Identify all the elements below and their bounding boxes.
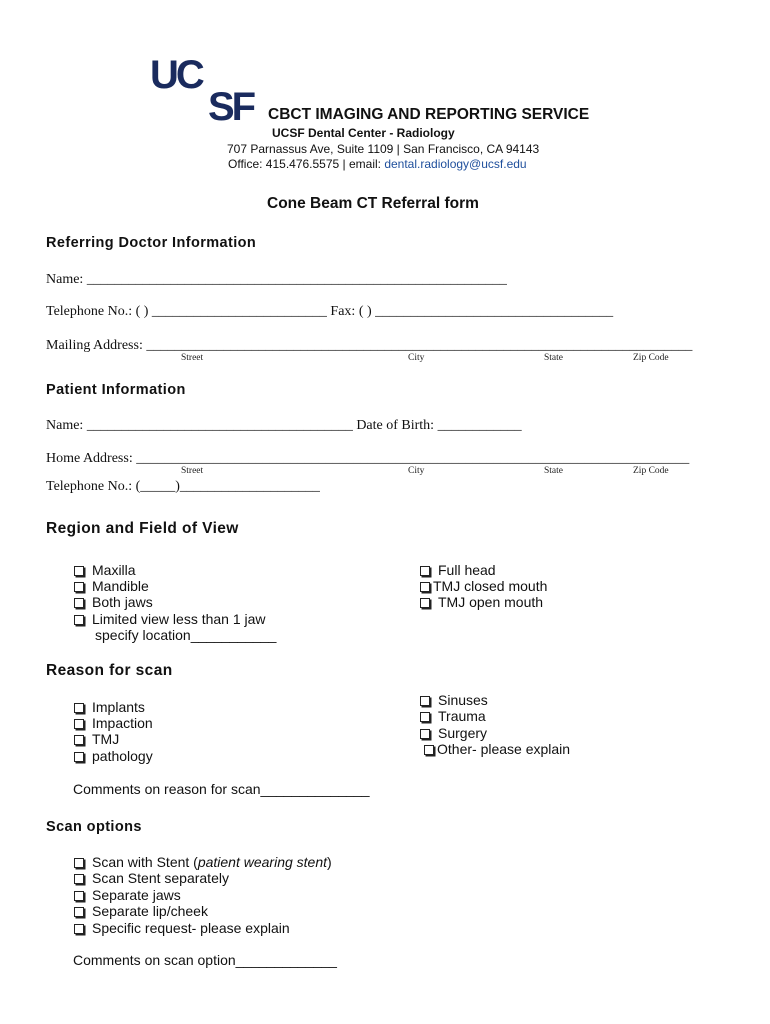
svg-text:UC: UC: [150, 58, 202, 97]
region-option-tmj-open[interactable]: [420, 594, 543, 610]
checkbox[interactable]: [74, 703, 84, 713]
checkbox[interactable]: [74, 924, 84, 934]
checkbox[interactable]: [74, 615, 84, 625]
region-option-maxilla[interactable]: [74, 562, 136, 578]
checkbox[interactable]: [420, 598, 430, 608]
specify-location-field[interactable]: specify location___________: [95, 627, 277, 643]
referring-heading: Referring Doctor Information: [46, 235, 257, 251]
option-label: Mandible: [92, 578, 149, 594]
checkbox[interactable]: [74, 566, 84, 576]
ucsf-logo: [150, 58, 272, 124]
checkbox[interactable]: [74, 907, 84, 917]
option-label-italic: patient wearing stent: [197, 854, 328, 870]
option-label: TMJ closed mouth: [433, 578, 548, 594]
option-label: Sinuses: [438, 692, 488, 708]
referring-name-field[interactable]: Name: ____________________________________________________________: [46, 272, 507, 287]
region-option-both-jaws[interactable]: [74, 594, 153, 610]
reason-option-implants[interactable]: [74, 699, 145, 715]
region-heading: Region and Field of View: [46, 520, 239, 537]
checkbox[interactable]: [420, 729, 430, 739]
home-address-field[interactable]: Home Address: _______________________________________________________________________________: [46, 451, 690, 466]
reason-option-pathology[interactable]: [74, 748, 153, 764]
checkbox[interactable]: [74, 582, 84, 592]
option-label: Limited view less than 1 jaw: [92, 611, 266, 627]
option-label: Trauma: [438, 708, 486, 724]
option-label-prefix: Scan with Stent (: [92, 854, 198, 870]
patient-name-dob-field[interactable]: Name: ______________________________________ Date of Birth: ____________: [46, 418, 522, 433]
patient-heading: Patient Information: [46, 382, 186, 398]
checkbox[interactable]: [420, 566, 430, 576]
checkbox[interactable]: [74, 891, 84, 901]
reason-option-trauma[interactable]: [420, 708, 486, 724]
option-label: Separate jaws: [92, 887, 181, 903]
reason-option-surgery[interactable]: [420, 725, 487, 741]
scan-options-heading: Scan options: [46, 819, 142, 835]
option-label: TMJ: [92, 731, 120, 747]
reason-comments-field[interactable]: Comments on reason for scan______________: [73, 781, 370, 797]
scan-option-separate-lip[interactable]: [74, 903, 208, 919]
scan-option-stent-separately[interactable]: [74, 870, 229, 886]
checkbox[interactable]: [74, 752, 84, 762]
option-label-suffix: ): [327, 854, 332, 870]
email-link[interactable]: dental.radiology@ucsf.edu: [384, 157, 527, 171]
reason-option-tmj[interactable]: [74, 731, 119, 747]
home-state-label: State: [544, 466, 563, 476]
service-title: CBCT IMAGING AND REPORTING SERVICE: [268, 106, 590, 123]
home-zip-label: Zip Code: [633, 466, 669, 476]
option-label: Impaction: [92, 715, 153, 731]
region-option-full-head[interactable]: [420, 562, 496, 578]
address: 707 Parnassus Ave, Suite 1109 | San Francisco, CA 94143: [227, 142, 540, 156]
checkbox[interactable]: [74, 858, 84, 868]
form-title: Cone Beam CT Referral form: [267, 195, 479, 212]
option-label: TMJ open mouth: [438, 594, 544, 610]
checkbox[interactable]: [74, 735, 84, 745]
option-label: Separate lip/cheek: [92, 903, 208, 919]
option-label: Other- please explain: [437, 741, 571, 757]
department: UCSF Dental Center - Radiology: [272, 126, 455, 140]
referring-phone-fax-field[interactable]: Telephone No.: ( ) _________________________ Fax: ( ) __________________________________: [46, 304, 614, 319]
reason-option-impaction[interactable]: [74, 715, 153, 731]
option-label: Specific request- please explain: [92, 920, 290, 936]
checkbox[interactable]: [74, 598, 84, 608]
checkbox[interactable]: [420, 712, 430, 722]
reason-heading: Reason for scan: [46, 662, 173, 679]
office-contact: [228, 157, 527, 171]
svg-text:SF: SF: [208, 85, 254, 124]
option-label: Implants: [92, 699, 145, 715]
region-option-limited-view[interactable]: [74, 611, 266, 627]
mailing-address-field[interactable]: Mailing Address: ______________________________________________________________________________: [46, 338, 693, 353]
checkbox[interactable]: [424, 745, 434, 755]
mailing-state-label: State: [544, 353, 563, 363]
checkbox[interactable]: [74, 719, 84, 729]
region-option-mandible[interactable]: [74, 578, 149, 594]
patient-phone-field[interactable]: Telephone No.: (_____)____________________: [46, 479, 320, 494]
mailing-city-label: City: [408, 353, 425, 363]
option-label: Surgery: [438, 725, 488, 741]
mailing-zip-label: Zip Code: [633, 353, 669, 363]
region-option-tmj-closed[interactable]: [420, 578, 547, 594]
scan-option-specific-request[interactable]: [74, 920, 290, 936]
checkbox[interactable]: [420, 696, 430, 706]
option-label: Both jaws: [92, 594, 153, 610]
checkbox[interactable]: [74, 874, 84, 884]
scan-option-separate-jaws[interactable]: [74, 887, 181, 903]
home-street-label: Street: [181, 466, 204, 476]
option-label: pathology: [92, 748, 153, 764]
scan-option-stent[interactable]: [74, 854, 332, 870]
reason-option-other[interactable]: [424, 741, 570, 757]
option-label: Scan Stent separately: [92, 870, 229, 886]
home-city-label: City: [408, 466, 425, 476]
option-label: Full head: [438, 562, 496, 578]
scan-comments-field[interactable]: Comments on scan option_____________: [73, 952, 337, 968]
office-phone: Office: 415.476.5575 | email:: [228, 157, 385, 171]
option-label: Maxilla: [92, 562, 136, 578]
checkbox[interactable]: [420, 582, 430, 592]
reason-option-sinuses[interactable]: [420, 692, 488, 708]
mailing-street-label: Street: [181, 353, 204, 363]
